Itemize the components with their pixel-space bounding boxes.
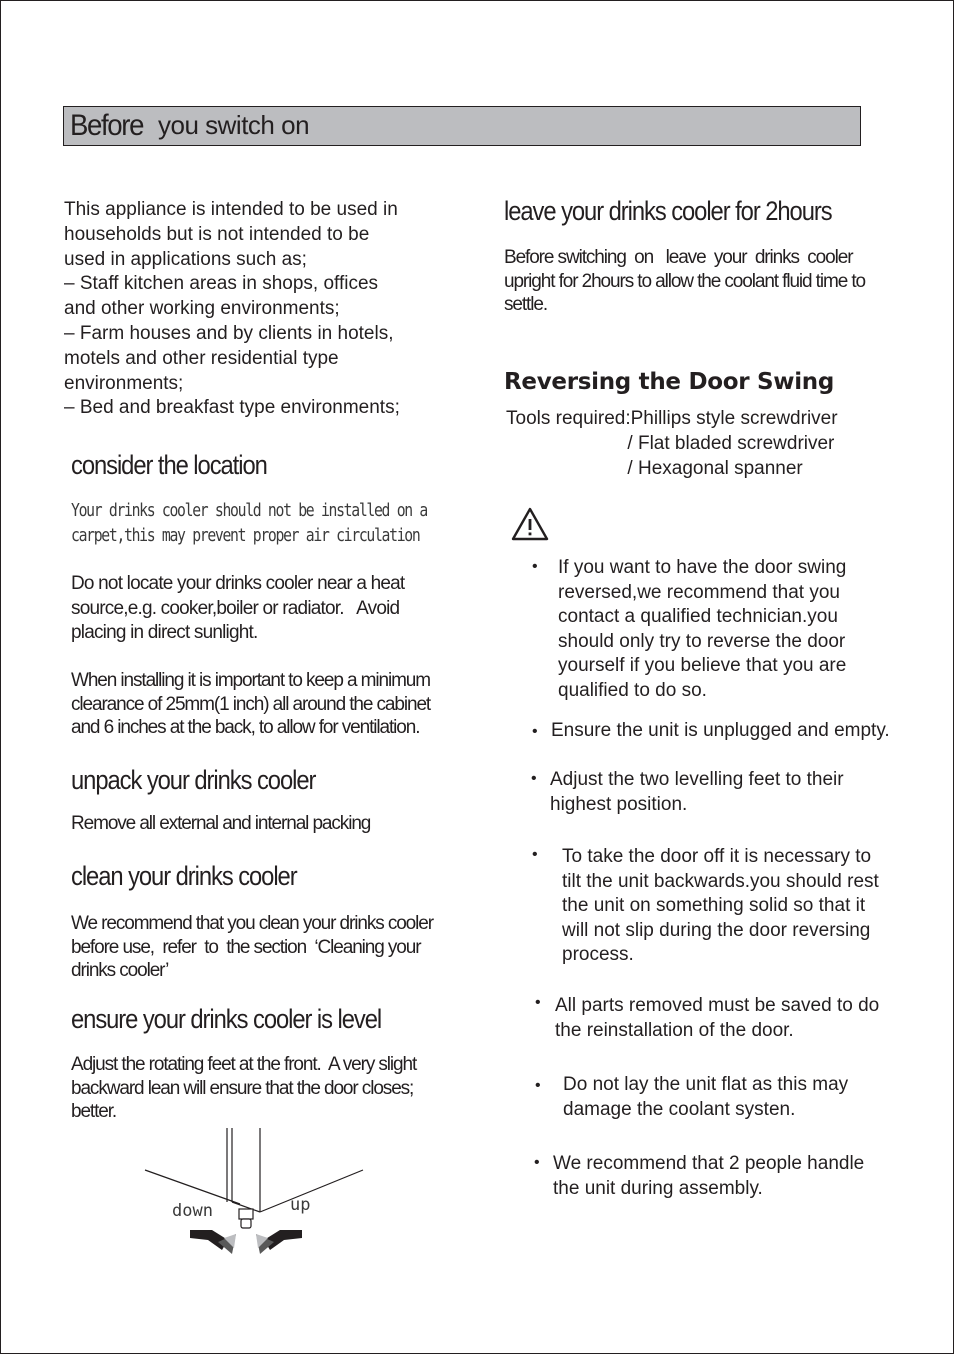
cabinet-outline	[145, 1128, 363, 1212]
unpack-heading: unpack your drinks cooler	[71, 765, 316, 795]
tools-required: Tools required:Phillips style screwdriver / Flat bladed screwdriver / Hexagonal spanner	[506, 408, 838, 479]
adjustable-foot-icon	[239, 1209, 253, 1228]
bullet-marker: •	[535, 994, 541, 1011]
location-note: Your drinks cooler should not be installed on a carpet,this may prevent proper air circulation	[71, 500, 427, 546]
bullet-text: Do not lay the unit flat as this may damage the coolant systen.	[563, 1074, 849, 1120]
bullet-marker: •	[534, 1154, 540, 1171]
page-title-rest: you switch on	[158, 110, 310, 140]
bullet-text: All parts removed must be saved to do the reinstallation of the door.	[555, 995, 880, 1041]
bullet-text: To take the door off it is necessary to tilt the unit backwards.you should rest the unit on something solid so that it will not slip during the door reversing process.	[562, 846, 879, 966]
warning-triangle-icon	[510, 506, 550, 542]
leave-text: Before switching on leave your drinks cooler upright for 2hours to allow the coolant fluid time to settle.	[504, 247, 865, 315]
clean-text: We recommend that you clean your drinks cooler before use, refer to the section ‘Cleaning your drinks cooler’	[71, 913, 433, 981]
page-title-first-word: Before	[70, 109, 144, 142]
rotate-up-arrow-icon	[256, 1230, 302, 1254]
clean-heading: clean your drinks cooler	[71, 861, 297, 891]
location-paragraph-clearance: When installing it is important to keep a minimum clearance of 25mm(1 inch) all around the cabinet and 6 inches at the back, to allow for ventilation.	[71, 670, 431, 738]
bullet-text: If you want to have the door swing reversed,we recommend that you contact a qualified technician.you should only try to reverse the door yourself if you believe that you are qualified to do so.	[558, 557, 847, 701]
bullet-text: Ensure the unit is unplugged and empty.	[551, 720, 890, 741]
diagram-label-down: down	[172, 1201, 213, 1221]
level-heading: ensure your drinks cooler is level	[71, 1004, 382, 1034]
bullet-marker: •	[532, 723, 538, 740]
bullet-marker: •	[532, 558, 538, 575]
location-heading: consider the location	[71, 450, 267, 480]
intro-paragraph: This appliance is intended to be used in households but is not intended to be used in applications such as; – Staff kitchen areas in shops, offices and other working environments; – Farm houses and by clients in hotels, motels and other residential type environments; – Bed and breakfast type environments;	[64, 199, 400, 419]
level-text: Adjust the rotating feet at the front. A very slight backward lean will ensure that the door closes; better.	[71, 1054, 417, 1122]
levelling-feet-diagram	[140, 1126, 370, 1258]
leave-heading: leave your drinks cooler for 2hours	[504, 196, 832, 226]
bullet-marker: •	[531, 770, 537, 787]
bullet-marker: •	[532, 846, 538, 863]
bullet-text: We recommend that 2 people handle the unit during assembly.	[553, 1153, 865, 1199]
bullet-marker: •	[535, 1077, 541, 1094]
unpack-text: Remove all external and internal packing	[71, 813, 371, 834]
diagram-label-up: up	[290, 1195, 311, 1215]
rotate-down-arrow-icon	[190, 1230, 236, 1254]
page-title-bar	[63, 106, 861, 146]
reversing-heading: Reversing the Door Swing	[504, 369, 835, 395]
location-paragraph-heat: Do not locate your drinks cooler near a heat source,e.g. cooker,boiler or radiator. Avoid placing in direct sunlight.	[71, 573, 405, 643]
bullet-text: Adjust the two levelling feet to their highest position.	[550, 769, 844, 815]
